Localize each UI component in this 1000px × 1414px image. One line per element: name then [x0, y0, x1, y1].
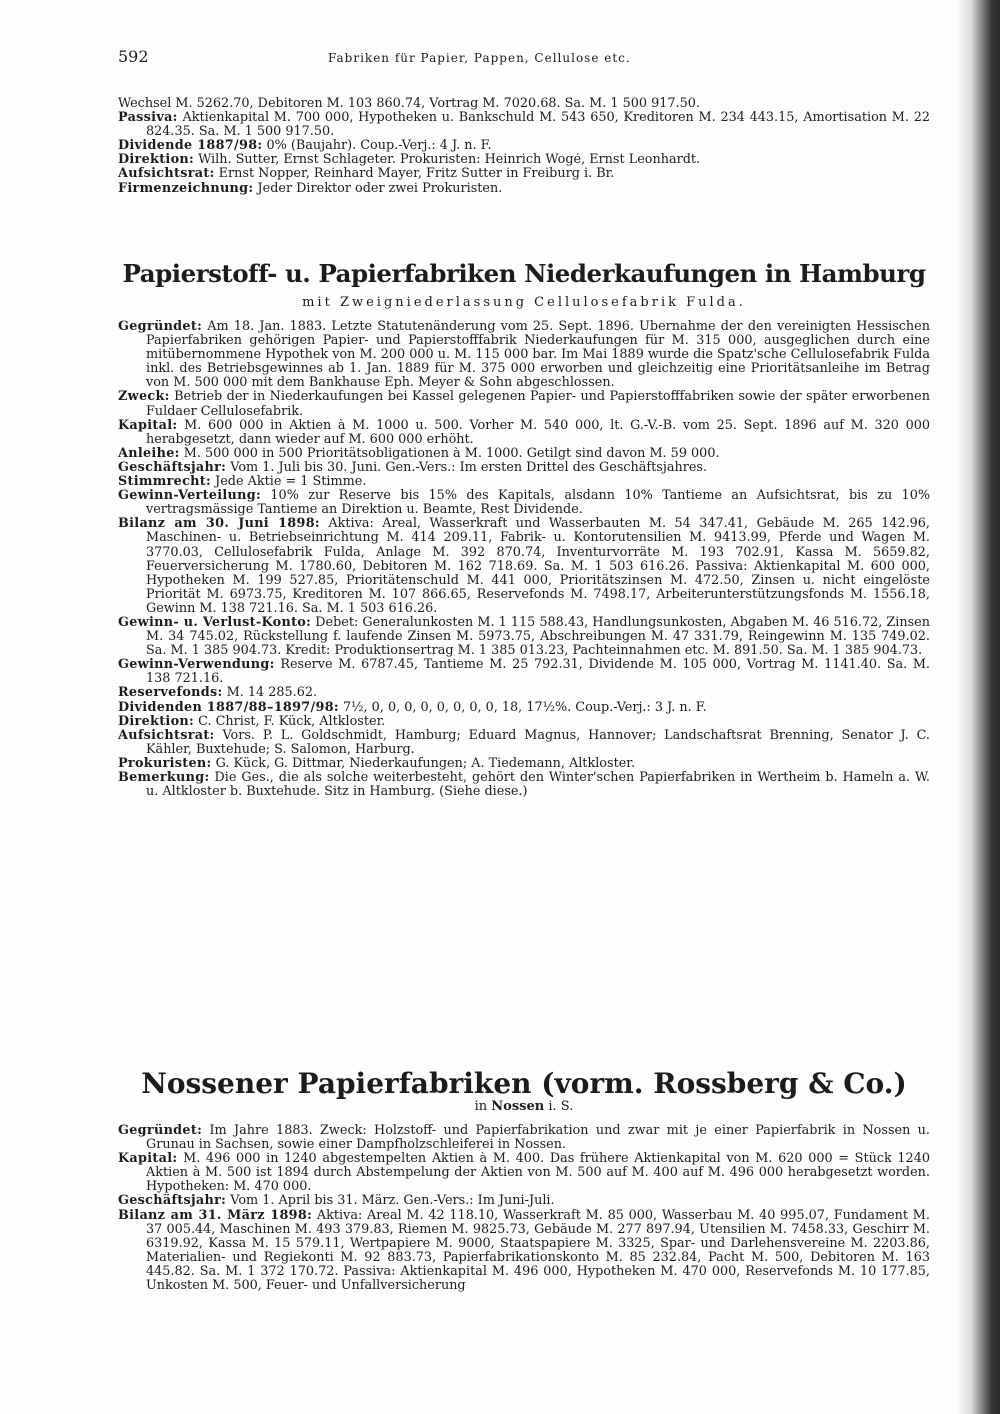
entry-paragraph [118, 1124, 930, 1152]
entry-label: Geschäftsjahr: [118, 1194, 227, 1209]
entry-paragraph [118, 489, 930, 517]
subtitle-prefix: in [474, 1099, 488, 1114]
entry-paragraph [118, 686, 930, 700]
entry-text: Ernst Nopper, Reinhard Mayer, Fritz Sutter in Freiburg i. Br. [218, 167, 615, 182]
entry-label: Dividenden 1887/88–1897/98: [118, 700, 339, 715]
entry-paragraph [118, 1194, 930, 1208]
entry-text: Die Ges., die als solche weiterbesteht, gehört den Winter'schen Papierfabriken in Wertheim b. Hameln a. W. u. Altkloster b. Buxtehude. Sitz in Hamburg. (Siehe diese.) [146, 771, 930, 800]
entry-paragraph [118, 475, 930, 489]
entry-paragraph [118, 139, 930, 153]
entry-paragraph [118, 447, 930, 461]
entry-label: Direktion: [118, 714, 195, 729]
entry-text: 0% (Baujahr). Coup.-Verj.: 4 J. n. F. [266, 139, 492, 154]
entry-label: Bemerkung: [118, 771, 210, 785]
company-subtitle-nossen [118, 1099, 930, 1114]
entry-text: Aktiva: Areal M. 42 118.10, Wasserkraft M. 85 000, Wasserbau M. 40 995.07, Fundament M. 37 005.44, Maschinen M. 493 379.83, Riemen M. 9825.73, Gebäude M. 277 897.94, Utensilien M. 7458.33, Geschirr M. 6319.92, Kassa M. 15 579.11, Wertpapiere M. 9000, Staatspapiere M. 3325, Spar- und Darlehensvereine M. 2203.86, Materialien- und Regiekonti M. 92 883.73, Papierfabrikationskonto M. 85 232.84, Pacht M. 500, Debitoren M. 163 445.82. Sa. M. 1 372 170.72. Passiva: Aktienkapital M. 496 000, Hypotheken M. 470 000, Reservefonds M. 10 177.85, Unkosten M. 500, Feuer- und Unfallversicherung [146, 1208, 930, 1294]
entry-text: Jeder Direktor oder zwei Prokuristen. [257, 181, 503, 196]
entry-text: M. 496 000 in 1240 abgestempelten Aktien à M. 400. Das frühere Aktienkapital von M. 620 000 = Stück 1240 Aktien à M. 500 ist 1894 durch Abstempelung der Aktien von M. 500 auf M. 400 auf M. 496 000 herabgesetzt worden. Hypotheken: M. 470 000. [146, 1152, 930, 1195]
entry-paragraph [118, 658, 930, 686]
entry-paragraph [118, 419, 930, 447]
entry-text: Wilh. Sutter, Ernst Schlageter. Prokuristen: Heinrich Wogé, Ernst Leonhardt. [198, 153, 701, 168]
entry-label: Anleihe: [118, 446, 180, 461]
entry-label: Passiva: [118, 111, 178, 126]
entry-text: M. 14 285.62. [226, 686, 318, 701]
entry-label: Aufsichtsrat: [118, 167, 215, 182]
entry-label: Aufsichtsrat: [118, 728, 215, 743]
entry-paragraph [118, 153, 930, 167]
entry-text: C. Christ, F. Kück, Altkloster. [198, 714, 386, 729]
company-subtitle-niederkaufungen: mit Zweigniederlassung Cellulosefabrik Fulda. [302, 295, 746, 310]
company-title-niederkaufungen: Papierstoff- u. Papierfabriken Niederkaufungen in Hamburg [122, 259, 926, 288]
entry-paragraph [118, 390, 930, 418]
entry-text: Vom 1. Juli bis 30. Juni. Gen.-Vers.: Im ersten Drittel des Geschäftsjahres. [230, 460, 708, 475]
entry-paragraph [118, 616, 930, 658]
entry-paragraph [118, 167, 930, 181]
entry-label: Stimmrecht: [118, 475, 212, 490]
entry-paragraph [118, 729, 930, 757]
entry-paragraph [118, 757, 930, 771]
entry-paragraph [118, 517, 930, 616]
entry-paragraph [118, 715, 930, 729]
entry-text: 10% zur Reserve bis 15% des Kapitals, alsdann 10% Tantieme an Aufsichtsrat, bis zu 10% vertragsmässige Tantieme an Direktion u. Beamte, Rest Dividende. [146, 489, 930, 518]
entry-paragraph [118, 771, 930, 799]
entry-label: Zweck: [118, 390, 170, 405]
entry-text: G. Kück, G. Dittmar, Niederkaufungen; A. Tiedemann, Altkloster. [215, 756, 636, 771]
entry-paragraph [118, 1152, 930, 1194]
entry-paragraph [118, 97, 930, 111]
entry-label: Gegründet: [118, 1124, 203, 1138]
entry-label: Reservefonds: [118, 686, 223, 701]
entry-paragraph [118, 182, 930, 196]
page-number: 592 [118, 47, 149, 66]
entry-paragraph [118, 320, 930, 390]
entry-label: Dividende 1887/98: [118, 139, 263, 154]
page-header [118, 47, 930, 71]
company-title-nossen: Nossener Papierfabriken (vorm. Rossberg & Co.) [141, 1067, 907, 1100]
entry-text: Wechsel M. 5262.70, Debitoren M. 103 860.74, Vortrag M. 7020.68. Sa. M. 1 500 917.50. [118, 97, 700, 111]
entry-label: Gewinn-Verteilung: [118, 489, 262, 504]
entry-text: Am 18. Jan. 1883. Letzte Statutenänderung vom 25. Sept. 1896. Übernahme der den vereinigten Hessischen Papierfabriken gehörigen Papier- und Papierstofffabrik Niederkaufungen für M. 315 000, ausgeglichen durch eine mitübernommene Hypothek von M. 200 000 u. M. 115 000 bar. Im Mai 1889 wurde die Spatz'sche Cellulosefabrik Fulda inkl. des Betriebsgewinnes ab 1. Jan. 1889 für M. 375 000 erworben und gleichzeitig eine Prioritätsanleihe im Betrag von M. 500 000 mit dem Bankhause Eph. Meyer & Sohn abgeschlossen. [146, 320, 930, 391]
page-binding-shadow [956, 0, 1000, 1414]
entry-text: Vom 1. April bis 31. März. Gen.-Vers.: Im Juni-Juli. [230, 1194, 555, 1209]
entry-label: Gegründet: [118, 320, 203, 334]
entry-label: Gewinn-Verwendung: [118, 658, 275, 673]
entry-label: Kapital: [118, 1152, 178, 1167]
entry-text: Debet: Generalunkosten M. 1 115 588.43, Handlungsunkosten, Abgaben M. 46 516.72, Zinsen M. 34 745.02, Rückstellung f. laufende Zinsen M. 5973.75, Abschreibungen M. 47 331.79, Reingewinn M. 135 749.02. Sa. M. 1 385 904.73. Kredit: Produktionsertrag M. 1 385 013.23, Pachteinnahmen etc. M. 891.50. Sa. M. 1 385 904.73. [146, 615, 930, 659]
entry-paragraph [118, 701, 930, 715]
entry-text: Aktiva: Areal, Wasserkraft und Wasserbauten M. 54 347.41, Gebäude M. 265 142.96, Maschinen- u. Betriebseinrichtung M. 414 209.11, Fabrik- u. Kontorutensilien M. 9413.99, Pferde und Wagen M. 3770.03, Cellulosefabrik Fulda, Anlage M. 392 870.74, Inventurvorräte M. 193 702.91, Kassa M. 5659.82, Feuerversicherung M. 1780.60, Debitoren M. 162 718.69. Sa. M. 1 503 616.26. Passiva: Aktienkapital M. 600 000, Hypotheken M. 199 527.85, Prioritätenschuld M. 441 000, Prioritätszinsen M. 472.50, Zinsen u. nicht eingelöste Priorität M. 6973.75, Kreditoren M. 107 866.65, Reservefonds M. 7498.17, Arbeiterunterstützungsfonds M. 1556.18, Gewinn M. 138 721.16. Sa. M. 1 503 616.26. [146, 517, 930, 616]
entry-label: Gewinn- u. Verlust-Konto: [118, 615, 312, 630]
entry-label: Prokuristen: [118, 756, 212, 771]
company-entry-nossen [118, 1124, 930, 1293]
entry-text: Im Jahre 1883. Zweck: Holzstoff- und Papierfabrikation und zwar mit je einer Papierfabrik in Nossen u. Grunau in Sachsen, sowie einer Dampfholzschleiferei in Nossen. [146, 1124, 930, 1153]
entry-label: Firmenzeichnung: [118, 181, 254, 196]
entry-text: M. 500 000 in 500 Prioritätsobligationen à M. 1000. Getilgt sind davon M. 59 000. [183, 446, 720, 461]
entry-text: Jede Aktie = 1 Stimme. [215, 475, 367, 490]
entry-label: Kapital: [118, 418, 178, 433]
entry-text: M. 600 000 in Aktien à M. 1000 u. 500. Vorher M. 540 000, lt. G.-V.-B. vom 25. Sept. 1896 auf M. 320 000 herabgesetzt, dann wieder auf M. 600 000 erhöht. [146, 418, 930, 447]
previous-company-tail [118, 97, 930, 196]
entry-label: Bilanz am 30. Juni 1898: [118, 517, 320, 532]
entry-label: Bilanz am 31. März 1898: [118, 1208, 313, 1223]
entry-paragraph [118, 461, 930, 475]
running-title: Fabriken für Papier, Pappen, Cellulose etc. [328, 51, 631, 65]
entry-text: Betrieb der in Niederkaufungen bei Kassel gelegenen Papier- und Papierstofffabriken sowie der später erworbenen Fuldaer Cellulosefabrik. [146, 390, 930, 419]
entry-label: Direktion: [118, 153, 195, 168]
entry-paragraph [118, 1209, 930, 1294]
entry-text: Aktienkapital M. 700 000, Hypotheken u. Bankschuld M. 543 650, Kreditoren M. 234 443.15, Amortisation M. 22 824.35. Sa. M. 1 500 917.50. [146, 111, 930, 140]
entry-text: Reserve M. 6787.45, Tantieme M. 25 792.31, Dividende M. 105 000, Vortrag M. 1141.40. Sa. M. 138 721.16. [146, 658, 930, 687]
entry-label: Geschäftsjahr: [118, 460, 227, 475]
entry-paragraph [118, 111, 930, 139]
subtitle-suffix: i. S. [548, 1099, 574, 1114]
company-entry-niederkaufungen [118, 320, 930, 799]
entry-text: 7½, 0, 0, 0, 0, 0, 0, 0, 0, 18, 17½%. Coup.-Verj.: 3 J. n. F. [343, 700, 707, 715]
entry-text: Vors. P. L. Goldschmidt, Hamburg; Eduard Magnus, Hannover; Landschaftsrat Brenning, Senator J. C. Kähler, Buxtehude; S. Salomon, Harburg. [146, 728, 930, 757]
subtitle-place: Nossen [491, 1099, 545, 1114]
